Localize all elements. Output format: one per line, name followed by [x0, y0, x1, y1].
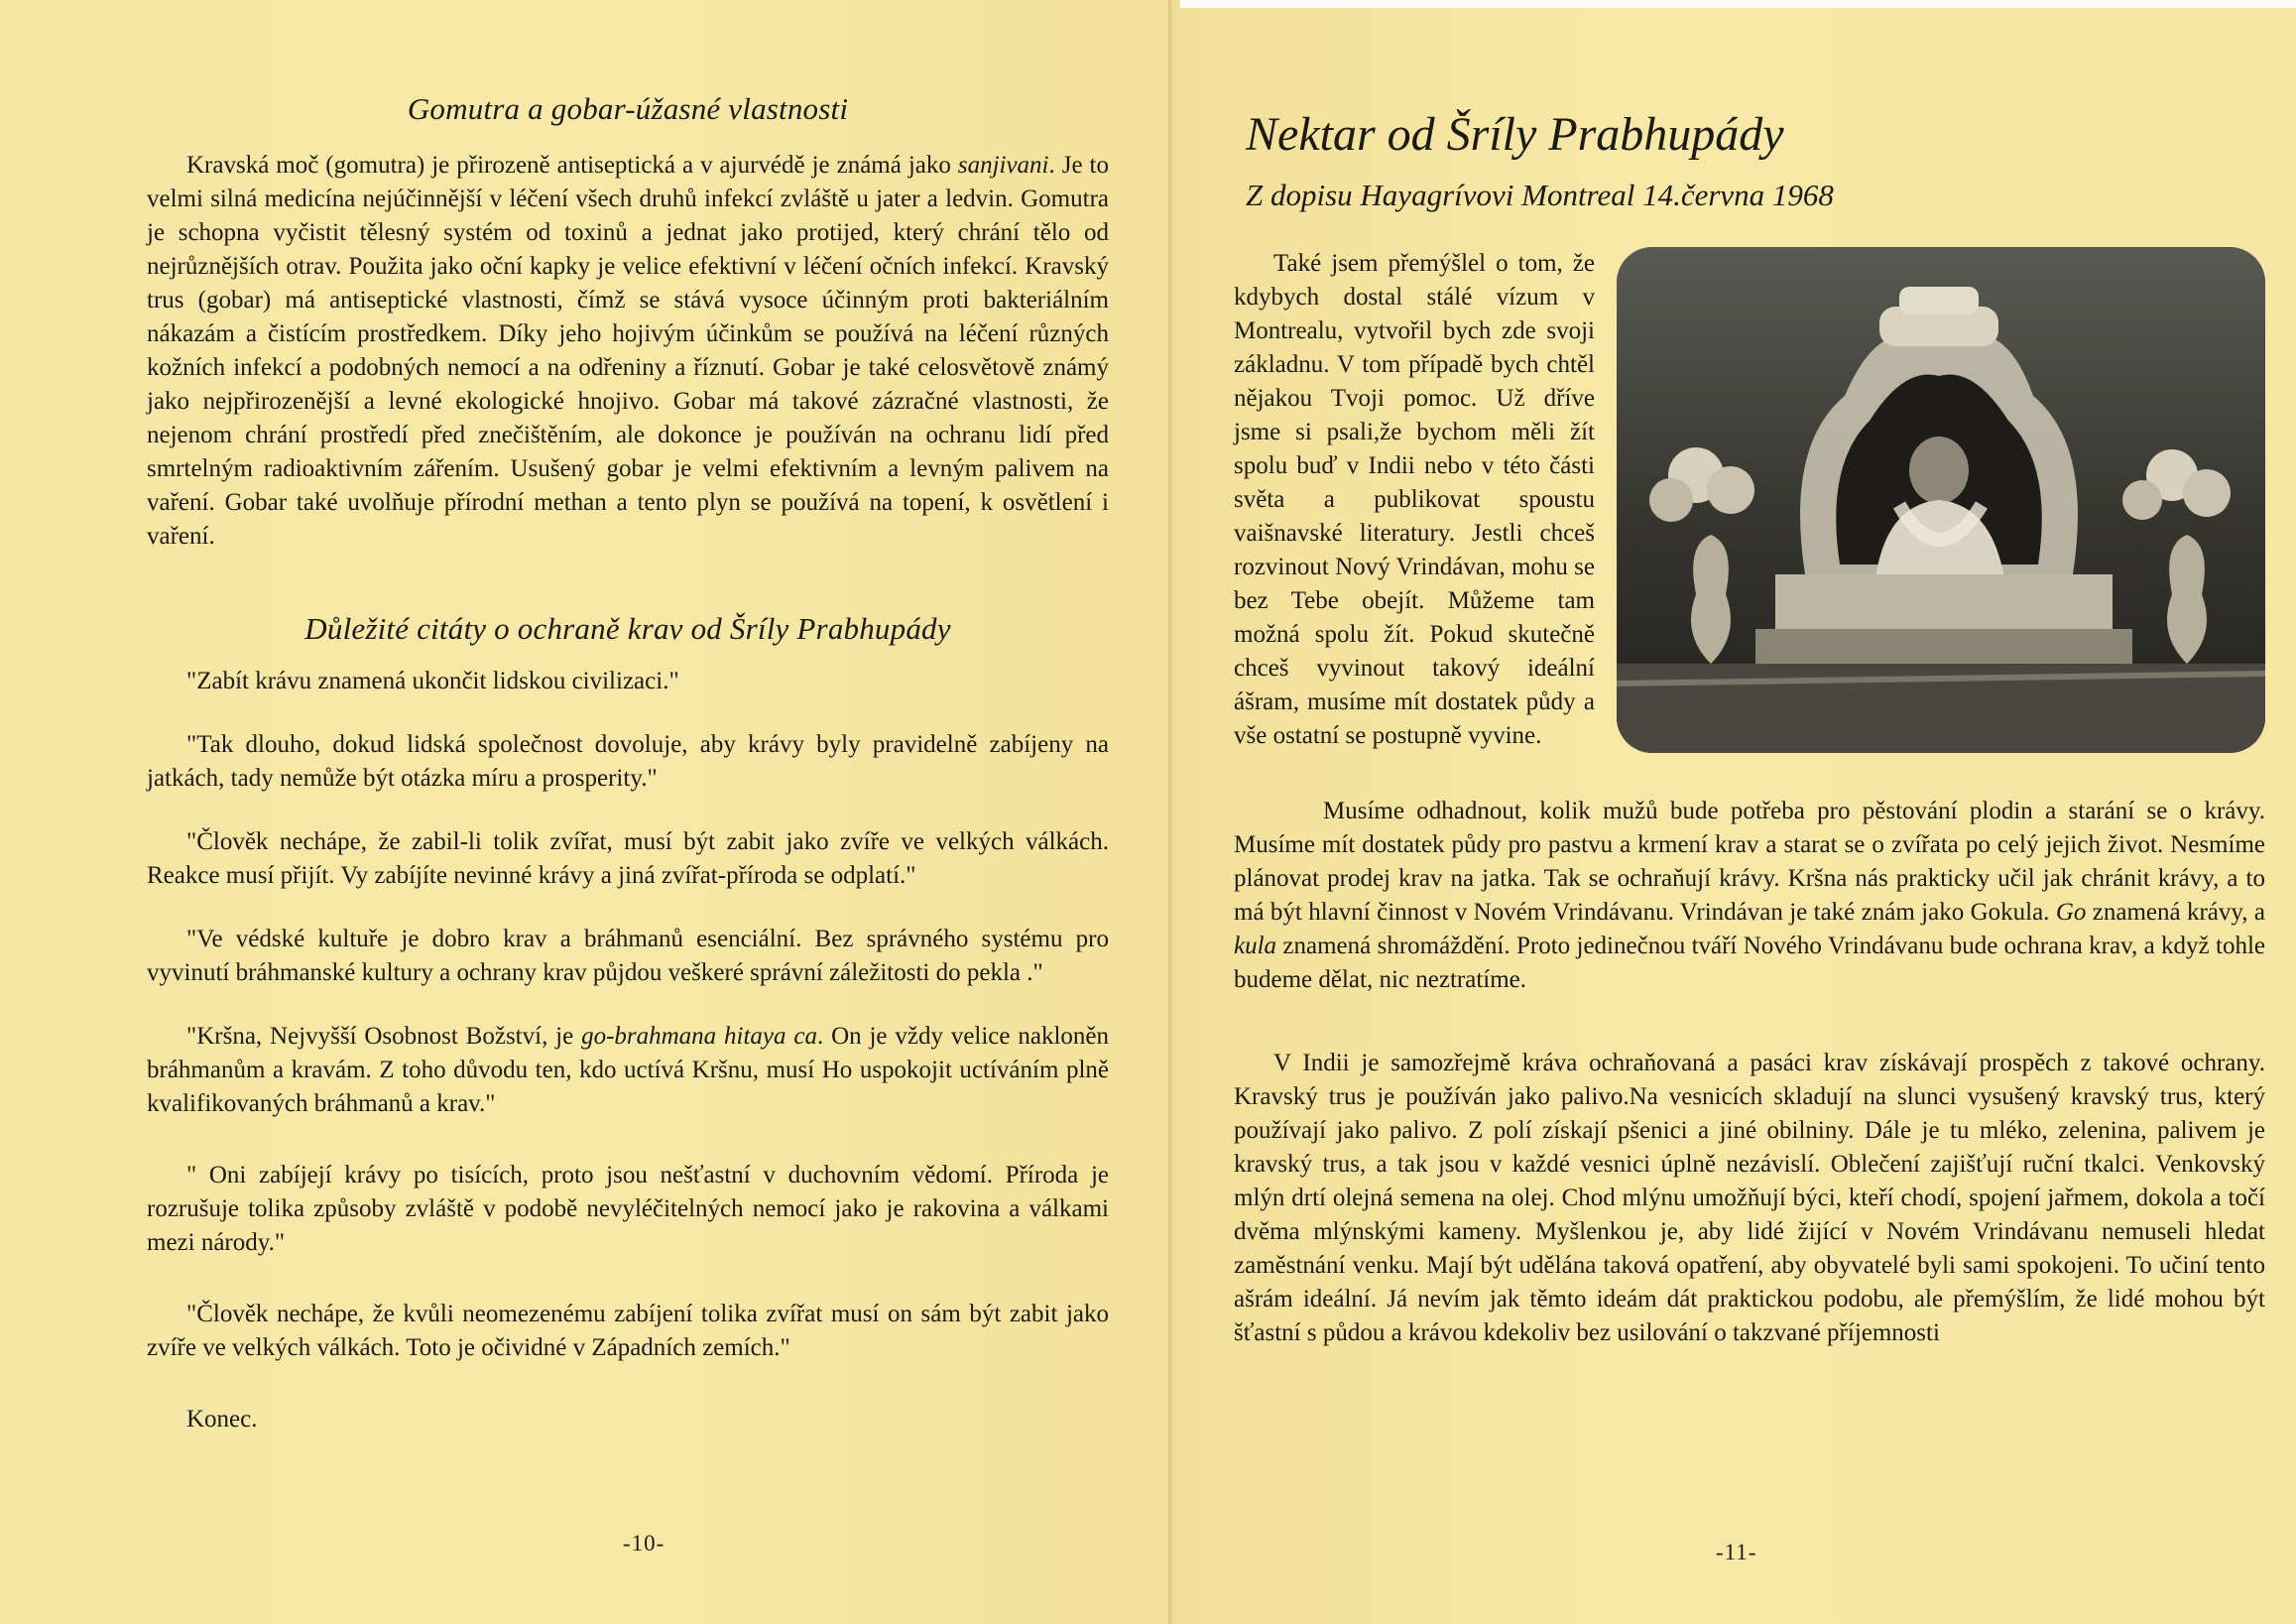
paragraph-2-go: Go	[2055, 899, 2087, 926]
page-title: Nektar od Šríly Prabhupády	[1246, 108, 1784, 161]
quote-5-italic: go-brahmana hitaya ca	[581, 1023, 817, 1050]
quote-6: " Oni zabíjejí krávy po tisících, proto jsou nešťastní v duchovním vědomí. Příroda je rozrušuje tolika způsoby zvláště v podobě nevyléčitelných nemocí jako je rakovina a válkami mezi národy."	[147, 1162, 1109, 1256]
quote-1: "Zabít krávu znamená ukončit lidskou civilizaci."	[186, 668, 679, 694]
closing-text: Konec.	[186, 1406, 258, 1433]
letter-paragraph-1: Také jsem přemýšlel o tom, že kdybych dostal stálé vízum v Montrealu, vytvořil bych zde svoji základnu. V tom případě bych chtěl nějakou Tvoji pomoc. Už dříve jsme si psali,že bychom měli žít spolu buď v Indii nebo v této části světa a publikovat spoustu vaišnavské literatury. Jestli chceš rozvinout Nový Vrindávan, mohu se bez Tebe obejít. Můžeme tam možná spolu žít. Pokud skutečně chceš vyvinout takový ideální ášram, musíme mít dostatek půdy a vše ostatní se postupně vyvine.	[1234, 250, 1595, 749]
paragraph-2-kula: kula	[1234, 933, 1277, 959]
photograph-icon	[1617, 247, 2265, 753]
gomutra-paragraph	[147, 149, 1109, 554]
gomutra-italic-term: sanjivani	[957, 152, 1049, 179]
gomutra-text-2: . Je to velmi silná medicína nejúčinnější v léčení všech druhů infekcí zvláště u jater a ledvin. Gomutra je schopna vyčistit tělesný systém od toxinů a jednat jako protijed, který chrání tělo od nejrůznějších otrav. Použita jako oční kapky je velice efektivní v léčení očních infekcí. Kravský trus (gobar) má antiseptické vlastnosti, čímž se stává vysoce účinným proti bakteriálním nákazám a čistícím prostředkem. Díky jeho hojivým účinkům se používá na léčení různých kožních infekcí a podobných nemocí a na odřeniny a říznutí. Gobar je také celosvětově známý jako nejpřirozenější a levné ekologické hnojivo. Gobar má takové zázračné vlastnosti, že nejenom chrání prostředí před znečištěním, ale dokonce je používán na ochranu lidí před smrtelným radioaktivním zářením. Usušený gobar je velmi efektivním a levným palivem na vaření. Gobar také uvolňuje přírodní methan a tento plyn se používá na topení, k osvětlení i vaření.	[147, 152, 1109, 550]
letter-text	[1234, 247, 2265, 1350]
letter-paragraph-3: V Indii je samozřejmě kráva ochraňovaná a pasáci krav získávají prospěch z takové ochrany. Kravský trus je používán jako palivo.Na vesnicích skladují na slunci vysušený kravský trus, který používají jako palivo. Z polí získají pšenici a jiné obilniny. Dále je tu mléko, zelenina, palivem je kravský trus, a tak jsou v každé vesnici úplně nezávislí. Oblečení zajišťují ruční tkalci. Venkovský mlýn drtí olejná semena na olej. Chod mlýnu umožňují býci, kteří chodí, spojení jařmem, dokola a točí dvěma mlýnskými kameny. Myšlenkou je, aby lidé žijící v Novém Vrindávanu nemuseli hledat zaměstnání venku. Mají být udělána taková opatření, aby obyvatelé byli sami spokojeni. To učiní tento ašrám ideální. Já nevím jak těmto ideám dát praktickou podobu, ale přemýšlím, že lidé mohou být šťastní s půdou a krávou kdekoliv bez usilování o takzvané příjemnosti	[1234, 1050, 2265, 1346]
quote-2: "Tak dlouho, dokud lidská společnost dovoluje, aby krávy byly pravidelně zabíjeny na jatkách, tady nemůže být otázka míru a prosperity."	[147, 731, 1109, 792]
quote-7: "Člověk nechápe, že kvůli neomezenému zabíjení tolika zvířat musí on sám být zabit jako zvíře ve velkých válkách. Toto je očividné v Západních zemích."	[147, 1301, 1109, 1361]
left-page-content	[147, 91, 1109, 1437]
photo-illustration	[1617, 247, 2265, 753]
page-subtitle: Z dopisu Hayagrívovi Montreal 14.června 1968	[1246, 178, 1834, 212]
right-page	[1176, 0, 2296, 1624]
quote-3: "Člověk nechápe, že zabil-li tolik zvířat, musí být zabit jako zvíře ve velkých válkách. Reakce musí přijít. Vy zabíjíte nevinné krávy a jiná zvířat-příroda se odplatí."	[147, 828, 1109, 889]
paragraph-2-text-3: znamená shromáždění. Proto jedinečnou tváří Nového Vrindávanu bude ochrana krav, a když tohle budeme dělat, nic neztratíme.	[1234, 933, 2265, 993]
photo-frame	[1617, 247, 2265, 753]
page-number-right: -11-	[1716, 1540, 1757, 1564]
section-title-gomutra: Gomutra a gobar-úžasné vlastnosti	[407, 91, 849, 126]
gomutra-text-1: Kravská moč (gomutra) je přirozeně antiseptická a v ajurvédě je známá jako	[186, 152, 958, 179]
quote-5-text-2: . On je vždy velice nakloněn bráhmanům a kravám. Z toho důvodu ten, kdo uctívá Kršnu, musí Ho uspokojit uctíváním plně kvalifikovaných bráhmanů a krav."	[147, 1023, 1109, 1117]
page-number-left: -10-	[623, 1531, 665, 1556]
scan-top-edge	[1180, 0, 2296, 8]
letter-paragraph-2	[1234, 795, 2265, 997]
quote-5-text-1: "Kršna, Nejvyšší Osobnost Božství, je	[186, 1023, 582, 1050]
right-page-content	[1234, 107, 2265, 1350]
section-title-quotes: Důležité citáty o ochraně krav od Šríly Prabhupády	[304, 611, 951, 646]
paragraph-2-text-2: znamená krávy, a	[2086, 899, 2265, 926]
paragraph-2-text-1: Musíme odhadnout, kolik mužů bude potřeba pro pěstování plodin a starání se o krávy. Musíme mít dostatek půdy pro pastvu a krmení krav a starat se o zvířata po celý jejich život. Nesmíme plánovat prodej krav na jatka. Tak se ochraňují krávy. Kršna nás prakticky učil jak chránit krávy, a to má být hlavní činnost v Novém Vrindávanu. Vrindávan je také znám jako Gokula.	[1234, 798, 2265, 926]
quote-4: "Ve védské kultuře je dobro krav a bráhmanů esenciální. Bez správného systému pro vyvinutí bráhmanské kultury a ochrany krav půjdou veškeré správní záležitosti do pekla ."	[147, 926, 1109, 986]
quote-5	[147, 1020, 1109, 1121]
